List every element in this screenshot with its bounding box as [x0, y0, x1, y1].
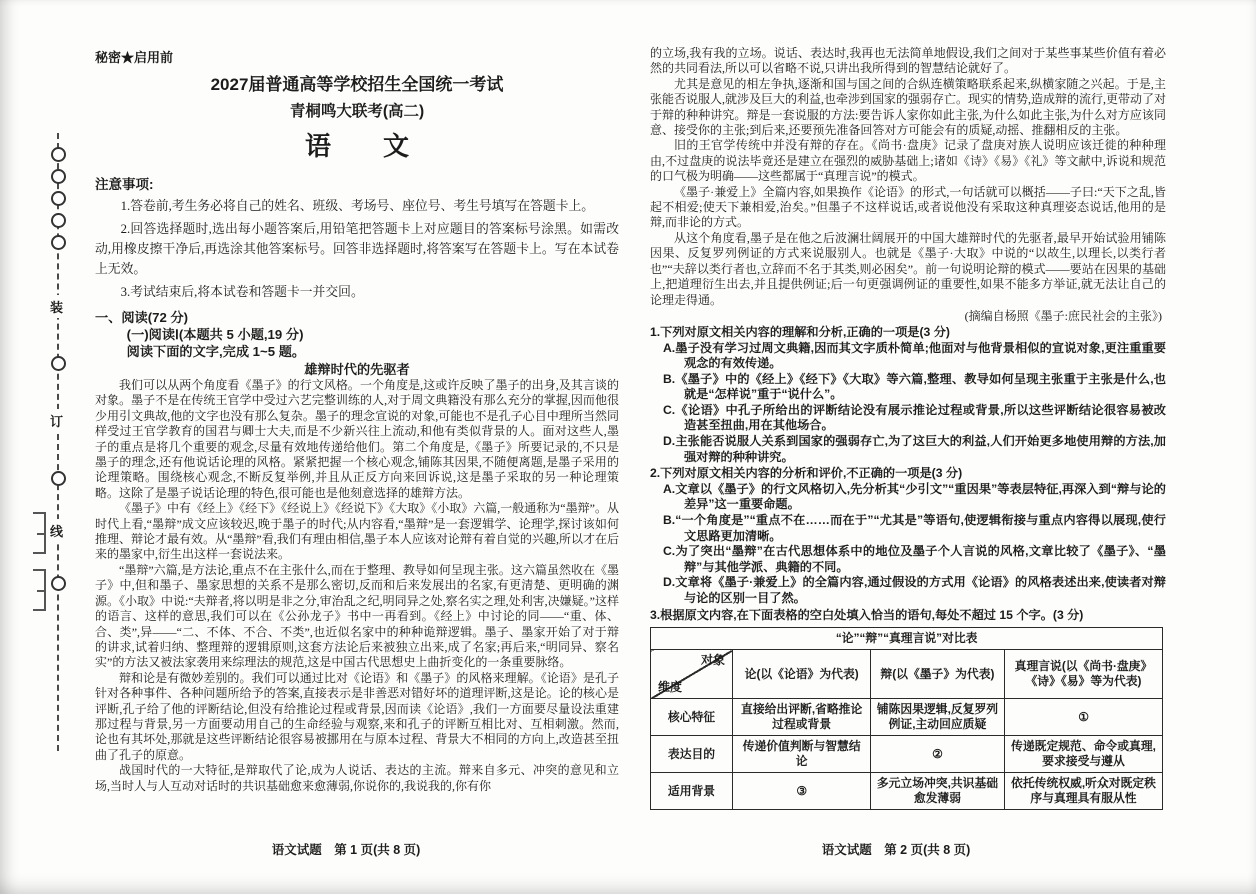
- passage-attribution: (摘编自杨照《墨子:庶民社会的主张》): [964, 308, 1162, 323]
- question-1-option-a: A.墨子没有学习过周文典籍,因而其文字质朴简单;他面对与他背景相似的宣说对象,更注重重要观念的有效传递。: [663, 340, 1166, 371]
- table-header-lun: 论(以《论语》为代表): [732, 650, 870, 699]
- table-cell-blank-3: ③: [732, 773, 870, 810]
- passage-title: 雄辩时代的先驱者: [304, 362, 410, 377]
- exam-subtitle: 青桐鸣大联考(高二): [289, 103, 425, 120]
- table-cell: 传递既定规范、命令或真理,要求接受与遵从: [1004, 736, 1163, 773]
- passage-paragraph-6: 尤其是意见的相左争执,逐渐和国与国之间的合纵连横策略联系起来,纵横家随之兴起。于是,主张能否说服人,就涉及巨大的利益,也牵涉到国家的强弱存亡。现实的情势,造成辩的流行,更带动了对于辩的种种讲究。辩是一套说服的方法:要告诉人家你如此主张,为什么如此主张,为什么对方应该同意、接受你的主张;到后来,还要预先准备回答对方可能会有的质疑,动摇、推翻相反的主张。: [650, 76, 1167, 138]
- reading-instruction: 阅读下面的文字,完成 1~5 题。: [126, 344, 306, 359]
- passage-paragraph-9: 从这个角度看,墨子是在他之后波澜壮阔展开的中国大雄辩时代的先驱者,最早开始试验用铺陈因果、反复罗列例证的方式来说服别人。也就是《墨子·大取》中说的“以故生,以理长,以类行者也”“夫辞以类行者也,立辞而不名于其类,则必困矣”。前一句说明论辩的模式——要站在因果的基础上,把道理衍生出去,并且提供例证;后一句更强调例证的重要性,如果不能多方举证,就无法让自己的论理走得通。: [650, 230, 1166, 307]
- question-1-stem: 1.下列对原文相关内容的理解和分析,正确的一项是(3 分): [650, 324, 950, 339]
- table-cell: 传递价值判断与智慧结论: [732, 736, 870, 773]
- exam-title: 2027届普通高等学校招生全国统一考试: [210, 75, 504, 94]
- table-cell: 依托传统权威,听众对既定秩序与真理具有服从性: [1004, 773, 1163, 810]
- passage-paragraph-8: 《墨子·兼爱上》全篇内容,如果换作《论语》的形式,一句话就可以概括——子曰:“天下之乱,皆起不相爱;使天下兼相爱,治矣。”但墨子不这样说话,或者说他没有采取这种真理姿态说话,他用的是辩,而非论的方式。: [650, 184, 1166, 230]
- notice-item-1: 1.答卷前,考生务必将自己的姓名、班级、考场号、座位号、考生号填写在答题卡上。: [120, 199, 595, 213]
- question-2-option-a: A.文章以《墨子》的行文风格切入,先分析其“少引文”“重因果”等表层特征,再深入到“辩与论的差异”这一重要命题。: [663, 481, 1166, 512]
- table-title: “论”“辩”“真理言说”对比表: [651, 628, 1163, 650]
- table-cell: 铺陈因果逻辑,反复罗列例证,主动回应质疑: [871, 699, 1004, 736]
- row-label: 表达目的: [651, 736, 733, 773]
- passage-paragraph-3: “墨辩”六篇,是方法论,重点不在主张什么,而在于整理、教导如何呈现主张。这六篇虽然收在《墨子》中,但和墨子、墨家思想的关系不是那么密切,反而和后来发展出的名家,有更清楚、更明确的渊源。《小取》中说:“夫辩者,将以明是非之分,审治乱之纪,明同异之处,察名实之理,处利害,决嫌疑。”这样的语言、这样的意思,我们可以在《公孙龙子》书中一再看到。《经上》中讨论的同——“重、体、合、类”,异——“二、不体、不合、不类”,也近似名家中的种种诡辩逻辑。墨子、墨家开始了对于辩的讲求,试着归纳、整理辩的逻辑原则,这套方法论后来被独立出来,成了名家;再后来,“明同异、察名实”的方法又被法家袭用来综理法的规范,这是中国古代思想史上曲折变化的一条重要脉络。: [95, 562, 619, 670]
- table-header-bian: 辩(以《墨子》为代表): [871, 650, 1004, 699]
- passage-paragraph-2: 《墨子》中有《经上》《经下》《经说上》《经说下》《大取》《小取》六篇,一般通称为“墨辩”。从时代上看,“墨辩”成文应该较迟,晚于墨子的时代;从内容看,“墨辩”是一套逻辑学、论理学,探讨该如何推理、辩论才最有效。从“墨辩”看,我们有理由相信,墨子本人应该对论辩有着自觉的兴趣,所以才在后来的墨家中,衍生出这样一套说法来。: [95, 501, 619, 562]
- table-cell: 多元立场冲突,共识基础愈发薄弱: [871, 773, 1004, 810]
- corner-label-object: 对象: [700, 653, 725, 668]
- question-2-stem: 2.下列对原文相关内容的分析和评价,不正确的一项是(3 分): [650, 466, 963, 481]
- section-heading: 一、阅读(72 分): [95, 310, 189, 325]
- table-corner-cell: [651, 650, 733, 699]
- right-page: [650, 46, 1166, 810]
- binding-hole: [51, 147, 66, 162]
- table-row-core-feature: [651, 699, 1163, 736]
- binding-label-xian: 线: [50, 519, 63, 542]
- page-footer-left: 语文试题 第 1 页(共 8 页): [271, 843, 421, 857]
- binding-hole: [51, 235, 66, 250]
- passage-paragraph-4: 辩和论是有微妙差别的。我们可以通过比对《论语》和《墨子》的风格来理解。《论语》是孔子针对各种事件、各种问题所给予的答案,直接表示是非善恶对错好坏的道理评断,这是论。论的核心是评断,孔子给了他的评断结论,但没有给推论过程或背景,因而读《论语》,我们一方面要尽量设法重建那过程与背景,另一方面要动用自己的生命经验与观察,来和孔子的评断互相比对、互相刺激。然而,论也有其坏处,那就是这些评断结论很容易被挪用在与原本过程、背景大不相同的方向上,改造甚至扭曲了孔子的原意。: [95, 670, 619, 762]
- notice-heading: 注意事项:: [95, 177, 154, 192]
- left-page: [95, 50, 619, 794]
- question-1-option-b: B.《墨子》中的《经上》《经下》《大取》等六篇,整理、教导如何呈现主张重于主张是什么,也就是“怎样说”重于“说什么”。: [663, 371, 1166, 402]
- binding-hole: [51, 356, 66, 371]
- question-2: [650, 466, 1166, 606]
- table-header-zhenli: 真理言说(以《尚书·盘庚》《诗》《易》等为代表): [1004, 650, 1163, 699]
- passage-paragraph-1: 我们可以从两个角度看《墨子》的行文风格。一个角度是,这或许反映了墨子的出身,及其言谈的对象。墨子不是在传统王官学中受过六艺完整训练的人,对于周文典籍没有那么充分的掌握,因而他很少用引文典故,他的文字也没有那么复杂。墨子的理念宣说的对象,可能也不是孔子心目中理所当然同样受过王官学教育的国君与卿士大夫,而是不少新兴往上流动,和他有类似背景的人。面对这些人,墨子的重点是将几个重要的观念,尽量有效地传递给他们。第二个角度是,《墨子》所要记录的,不只是墨子的理念,还有他说话论理的风格。紧紧把握一个核心观念,铺陈其因果,不随便离题,是墨子采用的论理策略。围绕核心观念,不断反复举例,并且从正反方向来回诉说,这是墨子采取的另一种论理策略。这除了是墨子说话论理的特色,很可能也是他刻意选择的雄辩方法。: [95, 378, 619, 500]
- binding-hole: [51, 169, 66, 184]
- table-row-purpose: [651, 736, 1163, 773]
- page-footer-right: 语文试题 第 2 页(共 8 页): [821, 843, 971, 857]
- binding-label-zhuang: 装: [50, 295, 63, 318]
- table-cell: 直接给出评断,省略推论过程或背景: [732, 699, 870, 736]
- margin-bracket: [33, 512, 46, 554]
- corner-label-dimension: 维度: [658, 680, 683, 695]
- question-3-stem: 3.根据原文内容,在下面表格的空白处填入恰当的语句,每处不超过 15 个字。(3 分): [650, 607, 1084, 622]
- table-row-context: [651, 773, 1163, 810]
- table-cell-blank-2: ②: [871, 736, 1004, 773]
- passage-paragraph-7: 旧的王官学传统中并没有辩的存在。《尚书·盘庚》记录了盘庚对族人说明应该迁徙的种种理由,不过盘庚的说法毕竟还是建立在强烈的威胁基础上;诸如《诗》《易》《礼》等文献中,诉说和规范的口气极为明确——这些都属于“真理言说”的模式。: [650, 138, 1166, 184]
- binding-hole: [51, 576, 66, 591]
- comparison-table: [650, 627, 1163, 810]
- question-1: [650, 325, 1166, 465]
- question-2-option-b: B.“一个角度是”“重点不在……而在于”“尤其是”等语句,使逻辑衔接与重点内容得以展现,使行文思路更加清晰。: [663, 513, 1166, 543]
- notice-item-3: 3.考试结束后,将本试卷和答题卡一并交回。: [120, 285, 364, 299]
- binding-hole: [51, 191, 66, 206]
- passage-paragraph-5-continued: 的立场,我有我的立场。说话、表达时,我再也无法简单地假设,我们之间对于某些事某些价值有着必然的共同看法,所以可以省略不说,只讲出我所得到的智慧结论就好了。: [650, 46, 1166, 76]
- question-2-option-d: D.文章将《墨子·兼爱上》的全篇内容,通过假设的方式用《论语》的风格表述出来,使读者对辩与论的区别一目了然。: [663, 575, 1166, 605]
- row-label: 适用背景: [651, 773, 733, 810]
- binding-label-ding: 订: [50, 409, 63, 432]
- binding-hole: [51, 471, 66, 486]
- question-1-option-d: D.主张能否说服人关系到国家的强弱存亡,为了这巨大的利益,人们开始更多地使用辩的方法,加强对辩的种种讲究。: [663, 434, 1166, 464]
- question-2-option-c: C.为了突出“墨辩”在古代思想体系中的地位及墨子个人言说的风格,文章比较了《墨子》、“墨辩”与其他学派、典籍的不同。: [663, 544, 1166, 574]
- passage-paragraph-5: 战国时代的一大特征,是辩取代了论,成为人说话、表达的主流。辩来自多元、冲突的意见和立场,当时人与人互动对话时的共识基础愈来愈薄弱,你说你的,我说我的,你有你: [95, 763, 619, 793]
- row-label: 核心特征: [651, 699, 733, 736]
- subsection-heading: (一)阅读Ⅰ(本题共 5 小题,19 分): [126, 327, 304, 342]
- binding-hole: [51, 213, 66, 228]
- table-cell-blank-1: ①: [1004, 699, 1163, 736]
- margin-bracket: [33, 569, 46, 611]
- subject-title: 语 文: [304, 131, 409, 161]
- question-1-option-c: C.《论语》中孔子所给出的评断结论没有展示推论过程或背景,所以这些评断结论很容易被改造甚至扭曲,用在其他场合。: [663, 402, 1166, 433]
- notice-item-2: 2.回答选择题时,选出每小题答案后,用铅笔把答题卡上对应题目的答案标号涂黑。如需改动,用橡皮擦干净后,再选涂其他答案标号。回答非选择题时,将答案写在答题卡上。写在本试卷上无效。: [95, 222, 619, 276]
- classification-label: 秘密★启用前: [95, 50, 174, 65]
- question-3: [650, 608, 1166, 811]
